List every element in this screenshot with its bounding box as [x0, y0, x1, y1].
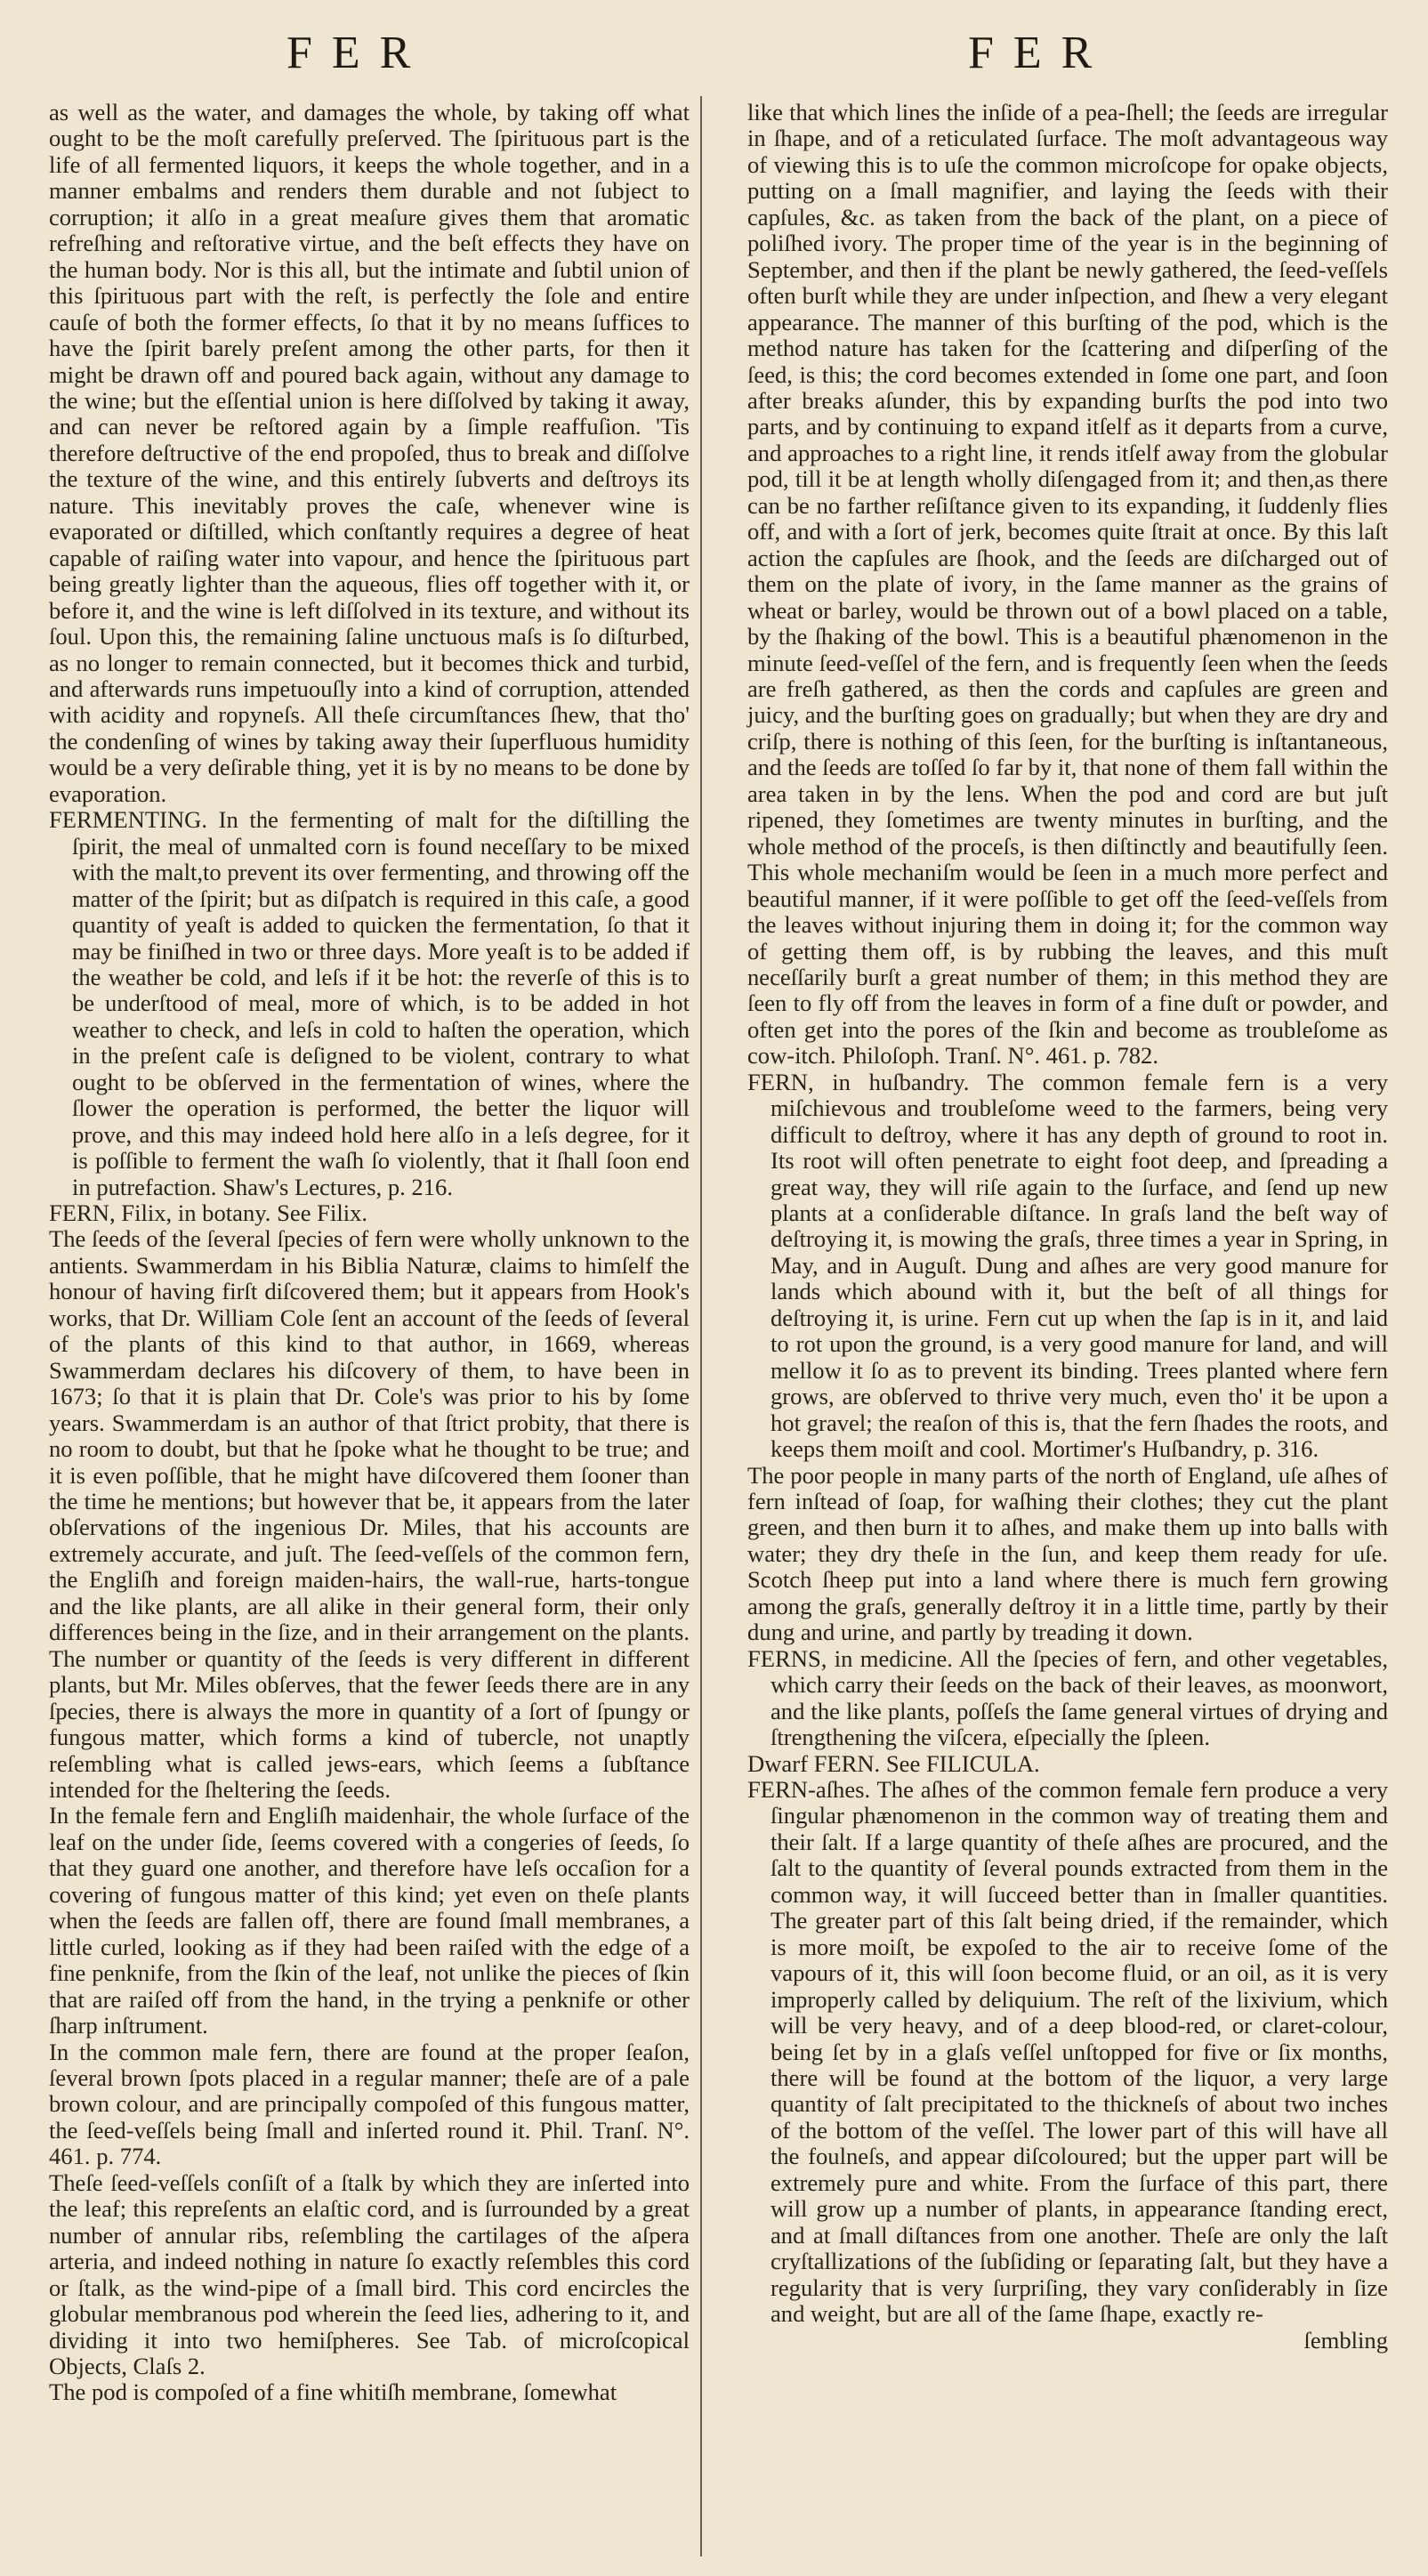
entry-fermenting: FERMENTING. In the fermenting of malt for the diſtilling the ſpirit, the meal of unmalted corn is found neceſſary to be mixed with the malt,to prevent its over fermenting, and throwing off the matter of the ſpirit; but as diſpatch is required in this caſe, a good quantity of yeaſt is added to quicken the fermentation, ſo that it may be finiſhed in two or three days. More yeaſt is to be added if the weather be cold, and leſs if it be hot: the reverſe of this is to be underſtood of meal, more of which, is to be added in hot weather to check, and leſs in cold to haſten the operation, which in the preſent caſe is deſigned to be violent, contrary to what ought to be obſerved in the fermentation of wines, where the ſlower the operation is performed, the better the liquor will prove, and this may indeed hold here alſo in a leſs degree, for it is poſſible to ferment the waſh ſo violently, that it ſhall ſoon end in putrefaction. Shaw's Lectures, p. 216. [49, 806, 690, 1200]
paragraph: The pod is compoſed of a fine whitiſh membrane, ſomewhat [49, 2378, 617, 2406]
paragraph: In the female fern and Engliſh maidenhair, the whole ſurface of the leaf on the under ſide, ſeems covered with a congeries of ſeeds, ſo that they guard one another, and therefore have leſs occaſion for a covering of fungous matter of this kind; yet even on theſe plants when the ſeeds are fallen off, there are found ſmall membranes, a little curled, looking as if they had been raiſed with the edge of a fine penknife, from the ſkin of the leaf, not unlike the pieces of ſkin that are raiſed off from the hand, in the trying a penknife or other ſharp inſtrument. [49, 1802, 690, 2039]
running-head-right: FER [968, 28, 1112, 78]
entry-fern-husbandry: FERN, in huſbandry. The common female fern is a very miſchievous and troubleſome weed to the farmers, being very difficult to deſtroy, where it has any depth of ground to root in. Its root will often penetrate to eight foot deep, and ſpreading a great way, they will riſe again to the ſurface, and ſend up new plants at a conſiderable diſtance. In graſs land the beſt way of deſtroying it, is mowing the graſs, three times a year in Spring, in May, and in Auguſt. Dung and aſhes are very good manure for lands which abound with it, but the beſt of all things for deſtroying it, is urine. Fern cut up when the ſap is in it, and laid to rot upon the ground, is a very good manure for land, and will mellow it ſo as to prevent its binding. Trees planted where fern grows, are obſerved to thrive very much, even tho' it be upon a hot gravel; the reaſon of this is, that the fern ſhades the roots, and keeps them moiſt and cool. Mortimer's Huſbandry, p. 316. [747, 1068, 1388, 1463]
column-divider [700, 96, 702, 2556]
catchword: ſembling [1303, 2326, 1388, 2354]
entry-fern-botany: FERN, Filix, in botany. See Filix. [49, 1199, 368, 1227]
paragraph: In the common male fern, there are found at the proper ſeaſon, ſeveral brown ſpots placed in a regular manner; theſe are of a pale brown colour, and are principally compoſed of this fungous matter, the ſeed-veſſels being ſmall and inſerted round it. Phil. Tranſ. N°. 461. p. 774. [49, 2038, 690, 2170]
paragraph: The ſeeds of the ſeveral ſpecies of fern were wholly unknown to the antients. Swammerdam in his Biblia Naturæ, claims to himſelf the honour of having firſt diſcovered them; but it appears from Hook's works, that Dr. William Cole ſent an account of the ſeeds of ſeveral of the plants of this kind to that author, in 1669, whereas Swammerdam declares his diſcovery of them, to have been in 1673; ſo that it is plain that Dr. Cole's was prior to his by ſome years. Swammerdam is an author of that ſtrict probity, that there is no room to doubt, but that he ſpoke what he thought to be true; and it is even poſſible, that he might have diſcovered them ſooner than the time he mentions; but however that be, it appears from the later obſervations of the ingenious Dr. Miles, that his accounts are extremely accurate, and juſt. The ſeed-veſſels of the common fern, the Engliſh and foreign maiden-hairs, the wall-rue, harts-tongue and the like plants, are all alike in their general form, their only differences being in the ſize, and in their arrangement on the plants. The number or quantity of the ſeeds is very different in different plants, but Mr. Miles obſerves, that the fewer ſeeds there are in any ſpecies, there is always the more in quantity of a ſort of ſpungy or fungous matter, which forms a kind of tubercle, not unaptly reſembling what is called jews-ears, which ſeems a ſubſtance intended for the ſheltering the ſeeds. [49, 1225, 690, 1803]
paragraph: as well as the water, and damages the whole, by taking off what ought to be the moſt carefully preſerved. The ſpirituous part is the life of all fermented liquors, it keeps the whole together, and in a manner embalms and renders them durable and not ſubject to corruption; it alſo in a great meaſure gives them that aromatic refreſhing and reſtorative virtue, and the beſt effects they have on the human body. Nor is this all, but the intimate and ſubtil union of this ſpirituous part with the reſt, is perfectly the ſole and entire cauſe of both the former effects, ſo that it by no means ſuffices to have the ſpirit barely preſent among the other parts, for then it might be drawn off and poured back again, without any damage to the wine; but the eſſential union is here diſſolved by taking it away, and can never be reſtored again by a ſimple reaffuſion. 'Tis therefore deſtructive of the end propoſed, thus to break and diſſolve the texture of the wine, and this entirely ſubverts and deſtroys its nature. This inevitably proves the caſe, whenever wine is evaporated or diſtilled, which conſtantly requires a degree of heat capable of raiſing water into vapour, and hence the ſpirituous part being greatly lighter than the aqueous, flies off together with it, or before it, and the wine is left diſſolved in its texture, and without its ſoul. Upon this, the remaining ſaline unctuous maſs is ſo diſturbed, as no longer to remain connected, but it becomes thick and turbid, and afterwards runs impetuouſly into a kind of corruption, attended with acidity and ropyneſs. All theſe circumſtances ſhew, that tho' the condenſing of wines by taking away their ſuperfluous humidity would be a very deſirable thing, yet it is by no means to be done by evaporation. [49, 99, 690, 807]
entry-ferns-medicine: FERNS, in medicine. All the ſpecies of fern, and other vegetables, which carry their ſeeds on the back of their leaves, as moonwort, and the like plants, poſſeſs the ſame general virtues of drying and ſtrengthening the viſcera, eſpecially the ſpleen. [747, 1644, 1388, 1751]
paragraph: The poor people in many parts of the north of England, uſe aſhes of fern inſtead of ſoap, for waſhing their clothes; they cut the plant green, and then burn it to aſhes, and make them up into balls with water; they dry theſe in the ſun, and keep them ready for uſe. Scotch ſheep put into a land where there is much fern growing among the graſs, generally deſtroy it in a little time, partly by their dung and urine, and partly by treading it down. [747, 1461, 1388, 1646]
entry-fern-ashes: FERN-aſhes. The aſhes of the common female fern produce a very ſingular phænomenon in the common way of treating them and their ſalt. If a large quantity of theſe aſhes are procured, and the ſalt to the quantity of ſeveral pounds extracted from them in the common way, it will ſucceed better than in ſmaller quantities. The greater part of this ſalt being dried, if the remainder, which is more moiſt, be expoſed to the air to receive ſome of the vapours of it, this will ſoon become fluid, or an oil, as it is very improperly called by deliquium. The reſt of the lixivium, which will be very heavy, and of a deep blood-red, or claret-colour, being ſet by in a glaſs veſſel unſtopped for five or ſix months, there will be found at the bottom of the liquor, a very large quantity of ſalt precipitated to the thickneſs of about two inches of the bottom of the veſſel. The lower part of this will have all the foulneſs, and appear diſcoloured; but the upper part will be extremely pure and white. From the ſurface of this part, there will grow up a number of plants, in appearance ſtanding erect, and at ſmall diſtances from one another. Theſe are only the laſt cryſtallizations of the ſubſiding or ſeparating ſalt, but they have a regularity that is very ſurpriſing, they vary conſiderably in ſize and weight, but are all of the ſame ſhape, exactly re- [747, 1776, 1388, 2328]
paragraph: like that which lines the inſide of a pea-ſhell; the ſeeds are irregular in ſhape, and of a reticulated ſurface. The moſt advantageous way of viewing this is to uſe the common microſcope for opake objects, putting on a ſmall magnifier, and laying the ſeeds with their capſules, &c. as taken from the back of the plant, on a piece of poliſhed ivory. The proper time of the year is in the beginning of September, and then if the plant be newly gathered, the ſeed-veſſels often burſt while they are under inſpection, and ſhew a very elegant appearance. The manner of this burſting of the pod, which is the method nature has taken for the ſcattering and diſperſing of the ſeed, is this; the cord becomes extended in ſome one part, and ſoon after breaks aſunder, this by expanding burſts the pod into two parts, and by continuing to expand itſelf as it departs from a curve, and approaches to a right line, it rends itſelf away from the globular pod, till it be at length wholly diſengaged from it; and then,as there can be no farther reſiſtance given to its expanding, it ſuddenly flies off, and with a ſort of jerk, becomes quite ſtrait at once. By this laſt action the capſules are ſhook, and the ſeeds are diſcharged out of them on the plate of ivory, in the ſame manner as the grains of wheat or barley, would be thrown out of a bowl placed on a table, by the ſhaking of the bowl. This is a beautiful phænomenon in the minute ſeed-veſſel of the fern, and is frequently ſeen when the ſeeds are freſh gathered, as then the cords and capſules are green and juicy, and the burſting goes on gradually; but when they are dry and criſp, there is nothing of this ſeen, for the burſting is inſtantaneous, and the ſeeds are toſſed ſo far by it, that none of them fall within the area taken in by the lens. When the pod and cord are but juſt ripened, they ſometimes are twenty minutes in burſting, and the whole method of the proceſs, is then diſtinctly and beautifully ſeen. This whole mechaniſm would be ſeen in a much more perfect and beautiful manner, if it were poſſible to get off the ſeed-veſſels from the leaves without injuring them in doing it; for the common way of getting them off, is by rubbing the leaves, and this muſt neceſſarily burſt a great number of them; in this method they are ſeen to fly off from the leaves in form of a fine duſt or powder, and often get into the pores of the ſkin and become as troubleſome as cow-itch. Philoſoph. Tranſ. N°. 461. p. 782. [747, 99, 1388, 1070]
paragraph: Theſe ſeed-veſſels conſiſt of a ſtalk by which they are inſerted into the leaf; this repreſents an elaſtic cord, and is ſurrounded by a great number of annular ribs, reſembling the cartilages of the aſpera arteria, and indeed nothing in nature ſo exactly reſembles this cord or ſtalk, as the wind-pipe of a ſmall bird. This cord encircles the globular membranous pod wherein the ſeed lies, adhering to it, and dividing it into two hemiſpheres. See Tab. of microſcopical Objects, Claſs 2. [49, 2168, 690, 2379]
right-column [747, 100, 1388, 2354]
left-column [49, 100, 690, 2406]
running-head-left: FER [286, 28, 431, 78]
entry-dwarf-fern: Dwarf FERN. See FILICULA. [747, 1749, 1040, 1777]
